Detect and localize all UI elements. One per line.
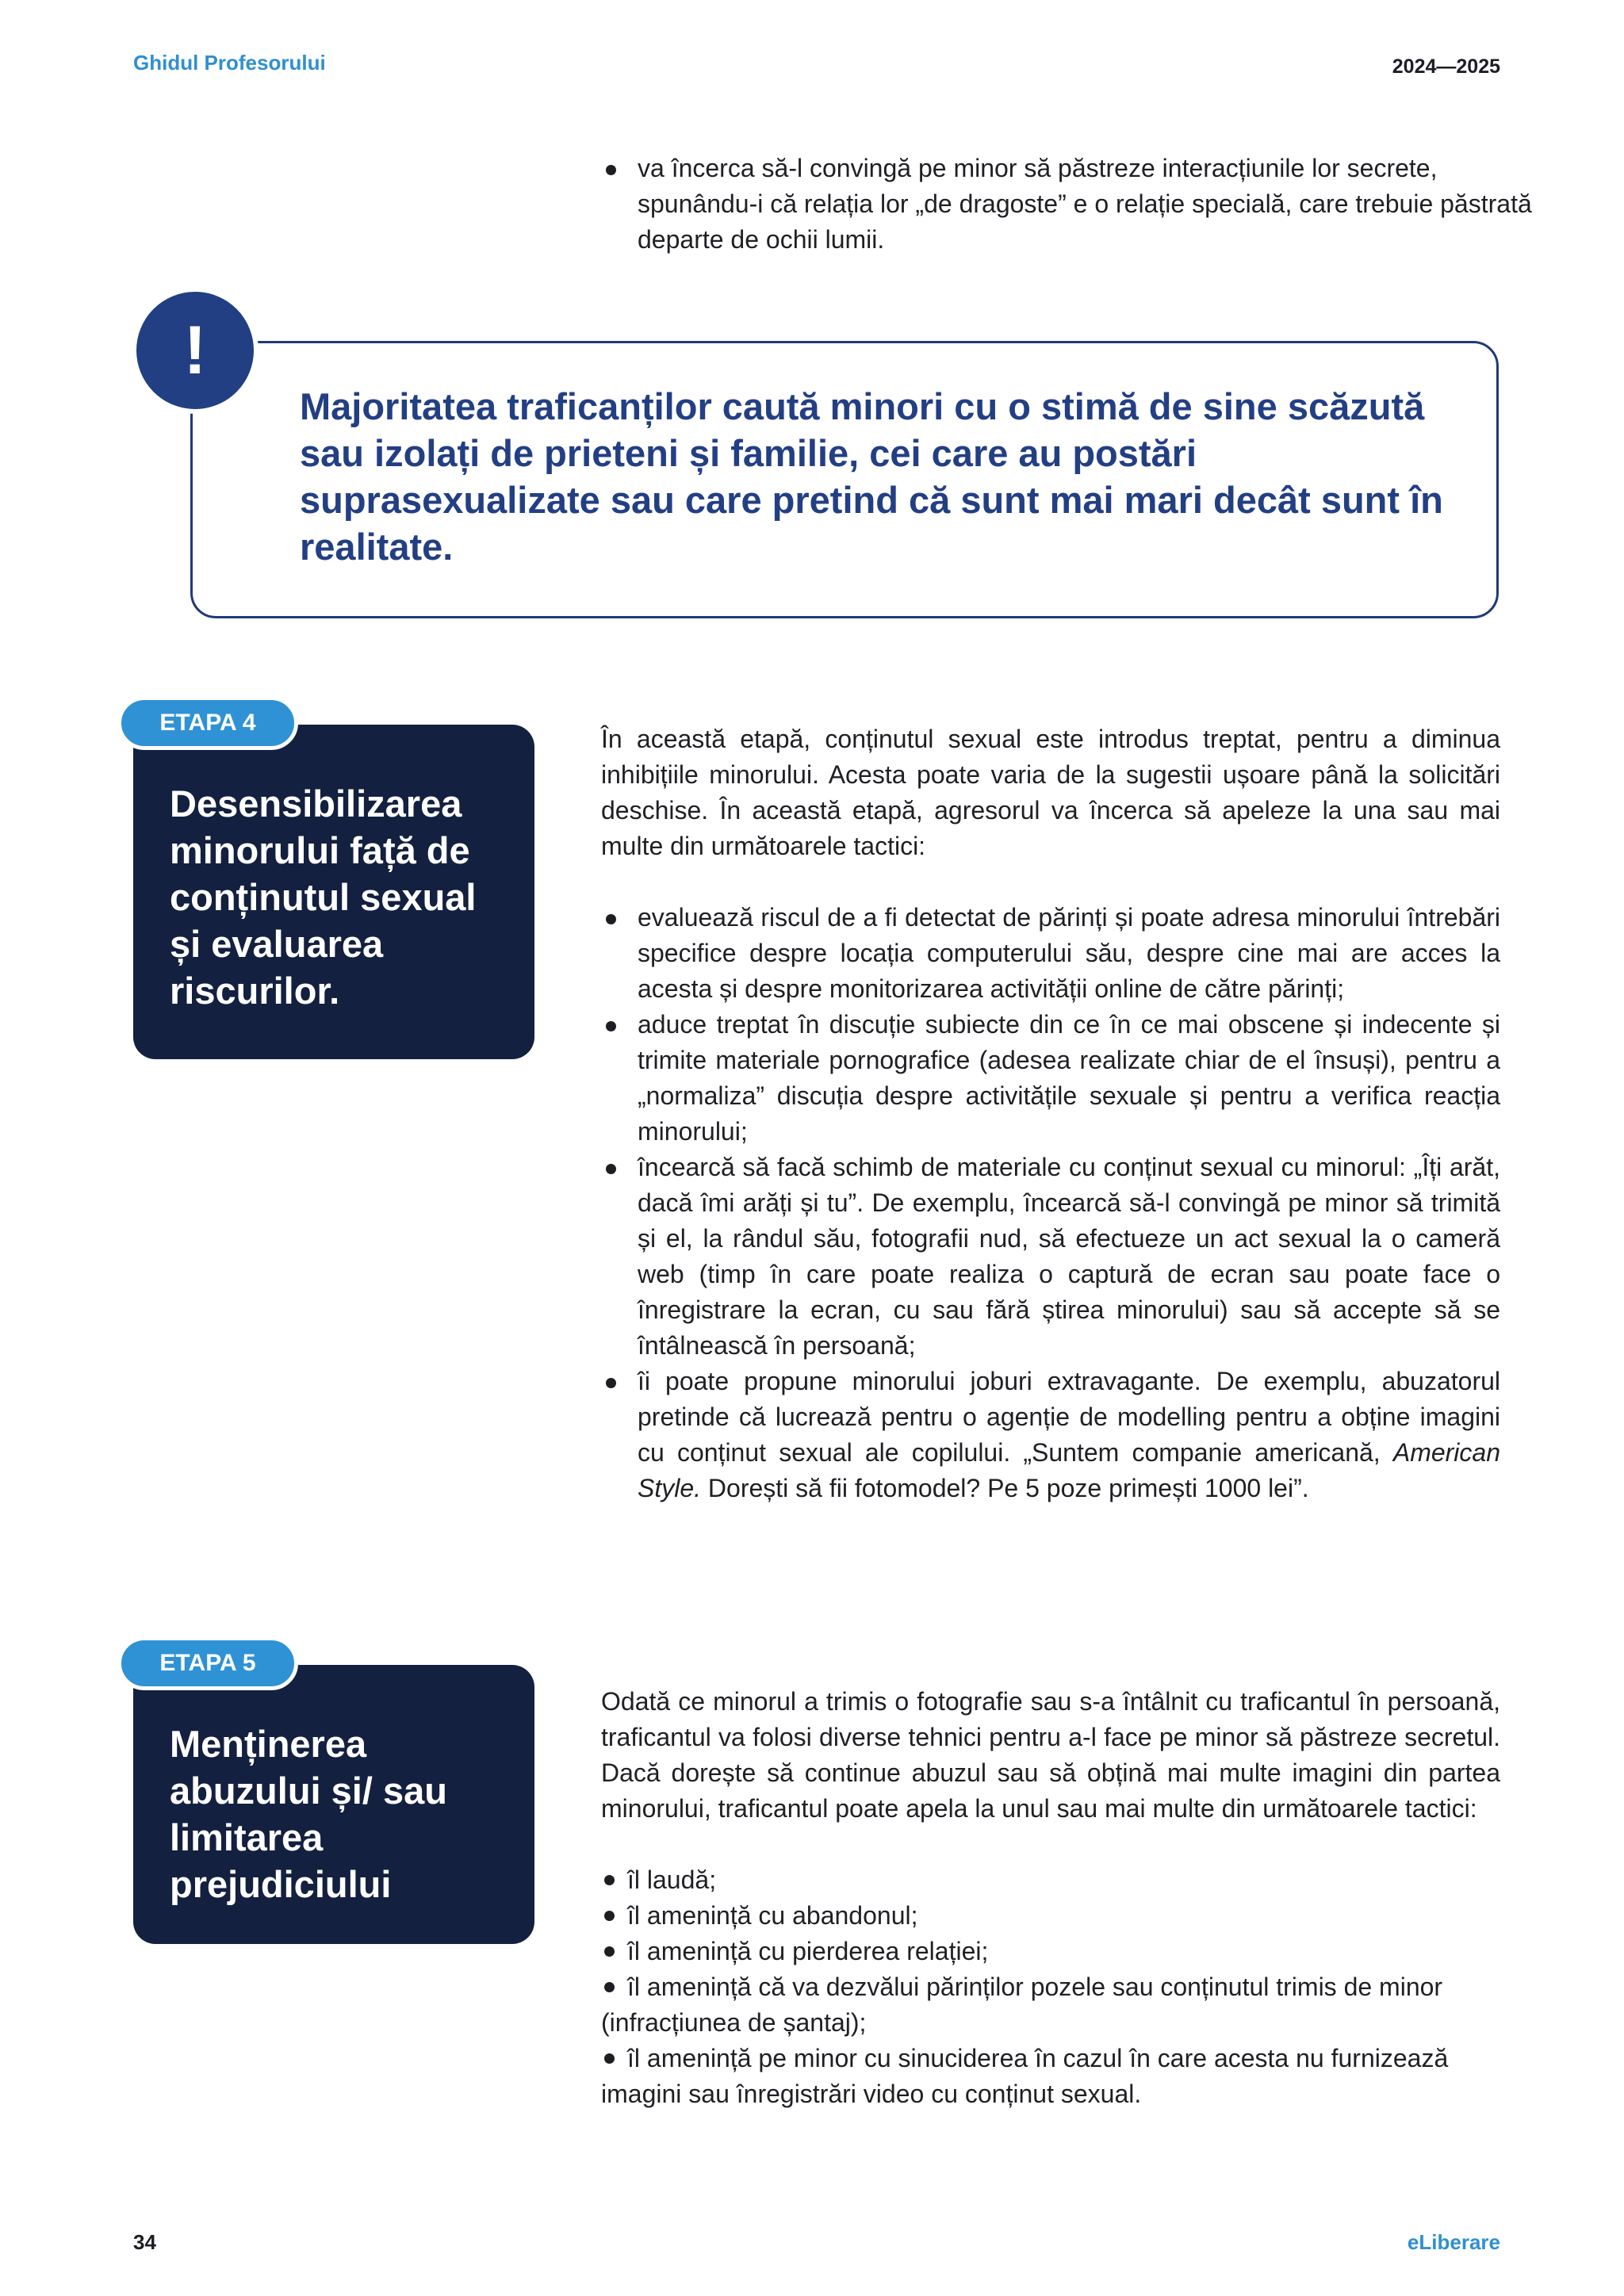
page-number: 34 (133, 2230, 156, 2254)
stage5-label: ETAPA 5 (117, 1636, 298, 1690)
brand-name: eLiberare (1407, 2230, 1500, 2254)
bullet-dot (604, 1911, 615, 1921)
list-item (601, 1934, 1500, 1969)
list-item (601, 1364, 1500, 1506)
stage4-card (133, 725, 534, 1059)
list-item: evaluează riscul de a fi detectat de părinți și poate adresa minorului întrebări specifice despre locația computerului său, despre cine mai are acces la acesta și despre monitorizarea activității online de către părinți; (601, 900, 1500, 1007)
stage4-content (601, 721, 1500, 1506)
list-item: aduce treptat în discuție subiecte din ce în ce mai obscene și indecente și trimite materiale pornografice (adesea realizate chiar de el însuși), pentru a „normaliza” discuția despre activitățile sexuale și pentru a verifica reacția minorului; (601, 1007, 1500, 1150)
list-item-text: îl amenință că va dezvălui părinților pozele sau conținutul trimis de minor (infracțiunea de șantaj); (601, 1973, 1443, 2037)
stage4-intro: În această etapă, conținutul sexual este introdus treptat, pentru a diminua inhibițiile minorului. Acesta poate varia de la sugestii ușoare până la solicitări deschise. În această etapă, agresorul va încerca să apeleze la una sau mai multe din următoarele tactici: (601, 725, 1500, 860)
list-item (601, 1969, 1500, 2041)
stage4-label: ETAPA 4 (117, 696, 298, 750)
callout-text: Majoritatea traficanților caută minori cu o stimă de sine scăzută sau izolați de prieteni și familie, cei care au postări suprasexualizate sau care pretind că sunt mai mari decât sunt în realitate. (300, 385, 1443, 568)
list-item: încearcă să facă schimb de materiale cu conținut sexual cu minorul: „Îți arăt, dacă îmi arăți și tu”. De exemplu, încearcă să-l convingă pe minor să trimită și el, la rândul său, fotografii nud, să efectueze un act sexual la o cameră web (timp în care poate realiza o captură de ecran sau poate face o înregistrare la ecran, cu sau fără știrea minorului) sau să accepte să se întâlnească în persoană; (601, 1150, 1500, 1364)
stage5-title: Menținerea abuzului și/ sau limitarea prejudiciului (170, 1723, 447, 1905)
exclamation-icon: ! (132, 287, 259, 414)
list-item (601, 2041, 1500, 2112)
list-item (601, 1898, 1500, 1934)
bullet-dot (604, 1946, 615, 1957)
last-bullet-tail: Dorești să fii fotomodel? Pe 5 poze primești 1000 lei”. (701, 1474, 1309, 1502)
bullet-dot (604, 2053, 615, 2064)
intro-bullet: va încerca să-l convingă pe minor să păstreze interacțiunile lor secrete, spunându-i că relația lor „de dragoste” e o relație specială, care trebuie păstrată departe de ochii lumii. (601, 151, 1537, 258)
last-bullet-italic: American Style. (638, 1438, 1500, 1502)
last-bullet-text: îi poate propune minorului joburi extravagante. De exemplu, abuzatorul pretinde că lucrează pentru o agenție de modelling pentru a obține imagini cu conținut sexual ale copilului. „Suntem companie americană, (638, 1367, 1500, 1467)
stage5-content (601, 1684, 1500, 2112)
stage4-title: Desensibilizarea minorului față de conținutul sexual și evaluarea riscurilor. (170, 783, 477, 1012)
stage5-card (133, 1665, 534, 1944)
list-item-text: îl amenință cu abandonul; (627, 1901, 918, 1930)
list-item-text: îl laudă; (627, 1866, 717, 1894)
stage5-intro: Odată ce minorul a trimis o fotografie sau s-a întâlnit cu traficantul în persoană, traficantul va folosi diverse tehnici pentru a-l face pe minor să păstreze secretul. Dacă dorește să continue abuzul sau să obțină mai multe imagini din partea minorului, traficantul poate apela la unul sau mai multe din următoarele tactici: (601, 1687, 1500, 1823)
list-item-text: îl amenință cu pierderea relației; (627, 1937, 989, 1965)
bullet-dot (604, 1982, 615, 1992)
bullet-dot (604, 1875, 615, 1885)
guide-title: Ghidul Profesorului (133, 51, 326, 75)
list-item-text: îl amenință pe minor cu sinuciderea în cazul în care acesta nu furnizează imagini sau înregistrări video cu conținut sexual. (601, 2044, 1449, 2108)
list-item (601, 1862, 1500, 1898)
school-year: 2024—2025 (1392, 55, 1500, 78)
